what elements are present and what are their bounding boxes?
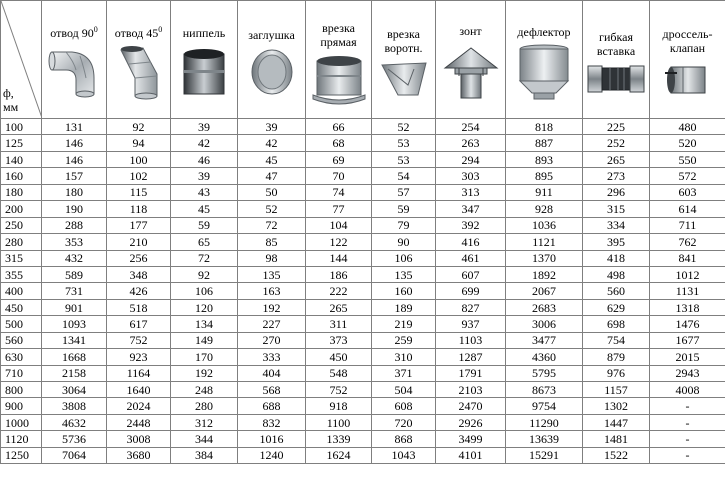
end-cap-icon (248, 46, 296, 98)
price-cell-elbow90: 589 (42, 266, 107, 282)
price-cell-tap_collar: 90 (372, 234, 436, 250)
price-cell-throttle: 1318 (650, 299, 725, 315)
table-row (1, 135, 725, 151)
price-cell-umbrella: 263 (436, 135, 506, 151)
table-row (1, 431, 725, 447)
price-cell-throttle: 520 (650, 135, 725, 151)
price-cell-deflector: 893 (506, 151, 583, 167)
price-cell-nipple: 39 (171, 119, 238, 135)
price-cell-elbow90: 7064 (42, 447, 107, 463)
price-cell-deflector: 5795 (506, 365, 583, 381)
price-cell-nipple: 344 (171, 431, 238, 447)
price-cell-elbow45: 2024 (107, 398, 171, 414)
price-cell-throttle: 1476 (650, 316, 725, 332)
price-cell-umbrella: 2470 (436, 398, 506, 414)
price-cell-plug: 832 (238, 414, 306, 430)
price-cell-flex_insert: 296 (583, 184, 650, 200)
table-row (1, 119, 725, 135)
diameter-cell: 560 (1, 332, 42, 348)
diameter-cell: 200 (1, 201, 42, 217)
table-row (1, 447, 725, 463)
price-cell-throttle: 2015 (650, 349, 725, 365)
price-cell-plug: 568 (238, 382, 306, 398)
price-cell-plug: 688 (238, 398, 306, 414)
price-cell-elbow45: 210 (107, 234, 171, 250)
price-cell-umbrella: 1791 (436, 365, 506, 381)
price-cell-deflector: 15291 (506, 447, 583, 463)
price-cell-elbow90: 432 (42, 250, 107, 266)
price-cell-umbrella: 827 (436, 299, 506, 315)
price-cell-nipple: 106 (171, 283, 238, 299)
price-cell-flex_insert: 754 (583, 332, 650, 348)
price-table-body (1, 119, 725, 464)
price-cell-throttle: 603 (650, 184, 725, 200)
price-cell-deflector: 13639 (506, 431, 583, 447)
price-cell-tap_straight: 104 (306, 217, 372, 233)
table-row (1, 283, 725, 299)
col-label: отвод $45^0$ (114, 24, 163, 40)
price-cell-throttle: 841 (650, 250, 725, 266)
diameter-unit-label (3, 86, 18, 114)
price-cell-elbow90: 3808 (42, 398, 107, 414)
price-cell-nipple: 170 (171, 349, 238, 365)
table-row (1, 266, 725, 282)
price-cell-elbow45: 518 (107, 299, 171, 315)
diameter-cell: 400 (1, 283, 42, 299)
price-cell-tap_straight: 222 (306, 283, 372, 299)
price-cell-throttle: - (650, 398, 725, 414)
price-cell-elbow45: 1640 (107, 382, 171, 398)
price-cell-nipple: 192 (171, 365, 238, 381)
col-label: отвод $90^0$ (50, 24, 98, 40)
price-cell-throttle: - (650, 414, 725, 430)
price-cell-throttle: 1677 (650, 332, 725, 348)
price-cell-deflector: 1892 (506, 266, 583, 282)
price-cell-elbow90: 288 (42, 217, 107, 233)
price-cell-flex_insert: 273 (583, 168, 650, 184)
price-cell-tap_collar: 371 (372, 365, 436, 381)
price-cell-plug: 52 (238, 201, 306, 217)
price-cell-elbow45: 3680 (107, 447, 171, 463)
price-cell-deflector: 8673 (506, 382, 583, 398)
price-cell-tap_collar: 259 (372, 332, 436, 348)
price-cell-flex_insert: 1522 (583, 447, 650, 463)
price-cell-nipple: 39 (171, 168, 238, 184)
price-cell-nipple: 42 (171, 135, 238, 151)
price-cell-tap_straight: 122 (306, 234, 372, 250)
price-cell-deflector: 1036 (506, 217, 583, 233)
col-header-elbow90 (42, 1, 107, 119)
price-cell-throttle: 572 (650, 168, 725, 184)
col-header-deflector (506, 1, 583, 119)
price-cell-plug: 192 (238, 299, 306, 315)
price-cell-elbow90: 146 (42, 135, 107, 151)
col-label: врезка прямая (320, 20, 357, 49)
price-cell-elbow90: 5736 (42, 431, 107, 447)
price-cell-nipple: 46 (171, 151, 238, 167)
price-cell-throttle: 1012 (650, 266, 725, 282)
price-cell-tap_collar: 189 (372, 299, 436, 315)
price-cell-tap_straight: 77 (306, 201, 372, 217)
price-cell-throttle: - (650, 447, 725, 463)
diameter-cell: 1250 (1, 447, 42, 463)
price-cell-umbrella: 937 (436, 316, 506, 332)
price-cell-umbrella: 2103 (436, 382, 506, 398)
price-cell-elbow90: 190 (42, 201, 107, 217)
price-cell-elbow45: 752 (107, 332, 171, 348)
price-cell-deflector: 3477 (506, 332, 583, 348)
price-cell-deflector: 11290 (506, 414, 583, 430)
elbow-45-duct-icon (113, 44, 165, 100)
table-row (1, 349, 725, 365)
deflector-icon (514, 43, 574, 101)
price-cell-plug: 1240 (238, 447, 306, 463)
diameter-cell: 125 (1, 135, 42, 151)
price-cell-throttle: - (650, 431, 725, 447)
price-cell-tap_collar: 79 (372, 217, 436, 233)
price-cell-deflector: 928 (506, 201, 583, 217)
price-cell-nipple: 248 (171, 382, 238, 398)
price-cell-deflector: 9754 (506, 398, 583, 414)
table-row (1, 398, 725, 414)
table-row (1, 217, 725, 233)
roof-umbrella-icon (441, 42, 501, 102)
price-cell-throttle: 614 (650, 201, 725, 217)
price-cell-elbow45: 118 (107, 201, 171, 217)
price-cell-elbow90: 1093 (42, 316, 107, 332)
col-label: врезка воротн. (384, 26, 423, 55)
price-cell-plug: 333 (238, 349, 306, 365)
price-cell-elbow90: 2158 (42, 365, 107, 381)
diameter-cell: 450 (1, 299, 42, 315)
table-row (1, 151, 725, 167)
price-cell-umbrella: 392 (436, 217, 506, 233)
price-cell-deflector: 4360 (506, 349, 583, 365)
price-cell-throttle: 1131 (650, 283, 725, 299)
diameter-cell: 500 (1, 316, 42, 332)
price-cell-umbrella: 607 (436, 266, 506, 282)
nipple-coupling-icon (180, 44, 228, 100)
price-cell-nipple: 312 (171, 414, 238, 430)
price-cell-flex_insert: 1447 (583, 414, 650, 430)
price-cell-tap_straight: 144 (306, 250, 372, 266)
price-cell-deflector: 2067 (506, 283, 583, 299)
price-cell-tap_collar: 608 (372, 398, 436, 414)
price-cell-elbow90: 4632 (42, 414, 107, 430)
price-cell-umbrella: 416 (436, 234, 506, 250)
price-cell-nipple: 59 (171, 217, 238, 233)
price-cell-elbow45: 923 (107, 349, 171, 365)
price-cell-elbow45: 1164 (107, 365, 171, 381)
price-cell-umbrella: 303 (436, 168, 506, 184)
diameter-cell: 630 (1, 349, 42, 365)
price-cell-flex_insert: 334 (583, 217, 650, 233)
price-cell-tap_straight: 70 (306, 168, 372, 184)
price-cell-flex_insert: 560 (583, 283, 650, 299)
table-row (1, 234, 725, 250)
price-cell-tap_straight: 186 (306, 266, 372, 282)
price-cell-tap_collar: 57 (372, 184, 436, 200)
price-cell-tap_collar: 59 (372, 201, 436, 217)
table-row (1, 316, 725, 332)
price-cell-plug: 227 (238, 316, 306, 332)
price-cell-plug: 39 (238, 119, 306, 135)
price-cell-umbrella: 294 (436, 151, 506, 167)
price-cell-umbrella: 3499 (436, 431, 506, 447)
corner-cell (1, 1, 42, 119)
price-cell-elbow45: 102 (107, 168, 171, 184)
price-cell-nipple: 149 (171, 332, 238, 348)
price-cell-elbow45: 426 (107, 283, 171, 299)
price-cell-tap_collar: 160 (372, 283, 436, 299)
col-header-elbow45 (107, 1, 171, 119)
price-cell-plug: 270 (238, 332, 306, 348)
price-cell-throttle: 480 (650, 119, 725, 135)
price-cell-throttle: 711 (650, 217, 725, 233)
price-cell-deflector: 1121 (506, 234, 583, 250)
price-cell-plug: 135 (238, 266, 306, 282)
diameter-cell: 280 (1, 234, 42, 250)
price-cell-nipple: 134 (171, 316, 238, 332)
price-cell-tap_straight: 69 (306, 151, 372, 167)
price-cell-tap_straight: 548 (306, 365, 372, 381)
diameter-cell: 140 (1, 151, 42, 167)
table-row (1, 299, 725, 315)
table-row (1, 201, 725, 217)
price-cell-elbow90: 353 (42, 234, 107, 250)
price-cell-elbow45: 92 (107, 119, 171, 135)
diameter-cell: 180 (1, 184, 42, 200)
price-cell-elbow45: 177 (107, 217, 171, 233)
price-cell-elbow90: 1341 (42, 332, 107, 348)
price-cell-nipple: 45 (171, 201, 238, 217)
price-cell-nipple: 65 (171, 234, 238, 250)
price-cell-elbow45: 256 (107, 250, 171, 266)
price-cell-umbrella: 461 (436, 250, 506, 266)
price-cell-flex_insert: 879 (583, 349, 650, 365)
col-label: зонт (459, 23, 482, 38)
table-row (1, 332, 725, 348)
price-cell-elbow45: 100 (107, 151, 171, 167)
straight-tap-icon (311, 53, 367, 105)
price-cell-throttle: 2943 (650, 365, 725, 381)
price-cell-plug: 42 (238, 135, 306, 151)
col-label: гибкая вставка (596, 29, 636, 58)
price-cell-tap_collar: 54 (372, 168, 436, 184)
price-cell-elbow90: 1668 (42, 349, 107, 365)
diameter-cell: 800 (1, 382, 42, 398)
price-cell-elbow90: 3064 (42, 382, 107, 398)
price-cell-plug: 163 (238, 283, 306, 299)
price-cell-tap_collar: 53 (372, 151, 436, 167)
price-cell-flex_insert: 252 (583, 135, 650, 151)
price-cell-nipple: 92 (171, 266, 238, 282)
price-cell-elbow45: 617 (107, 316, 171, 332)
col-header-plug (238, 1, 306, 119)
price-cell-tap_straight: 68 (306, 135, 372, 151)
price-cell-umbrella: 699 (436, 283, 506, 299)
diameter-cell: 160 (1, 168, 42, 184)
price-cell-tap_straight: 265 (306, 299, 372, 315)
price-cell-tap_straight: 66 (306, 119, 372, 135)
throttle-valve-icon (663, 59, 713, 99)
col-header-throttle (650, 1, 725, 119)
header-row (1, 1, 725, 119)
price-cell-tap_collar: 106 (372, 250, 436, 266)
diameter-symbol: ф, (3, 86, 14, 100)
diameter-cell: 900 (1, 398, 42, 414)
price-cell-deflector: 887 (506, 135, 583, 151)
price-cell-elbow90: 157 (42, 168, 107, 184)
price-cell-deflector: 818 (506, 119, 583, 135)
price-cell-nipple: 72 (171, 250, 238, 266)
price-cell-elbow45: 115 (107, 184, 171, 200)
price-cell-elbow45: 348 (107, 266, 171, 282)
elbow-90-duct-icon (46, 44, 102, 100)
price-cell-flex_insert: 1302 (583, 398, 650, 414)
price-cell-elbow90: 731 (42, 283, 107, 299)
price-cell-flex_insert: 498 (583, 266, 650, 282)
price-cell-plug: 85 (238, 234, 306, 250)
price-cell-tap_straight: 74 (306, 184, 372, 200)
price-cell-elbow90: 180 (42, 184, 107, 200)
collar-tap-icon (378, 59, 430, 99)
price-cell-elbow90: 901 (42, 299, 107, 315)
price-cell-plug: 50 (238, 184, 306, 200)
diameter-cell: 315 (1, 250, 42, 266)
price-cell-elbow45: 2448 (107, 414, 171, 430)
price-cell-tap_collar: 135 (372, 266, 436, 282)
price-cell-tap_straight: 918 (306, 398, 372, 414)
price-cell-deflector: 895 (506, 168, 583, 184)
price-cell-tap_straight: 450 (306, 349, 372, 365)
col-header-umbrella (436, 1, 506, 119)
price-cell-plug: 47 (238, 168, 306, 184)
col-label: ниппель (182, 25, 226, 40)
price-cell-throttle: 762 (650, 234, 725, 250)
price-cell-umbrella: 1287 (436, 349, 506, 365)
price-cell-umbrella: 2926 (436, 414, 506, 430)
price-cell-plug: 98 (238, 250, 306, 266)
price-cell-flex_insert: 315 (583, 201, 650, 217)
price-cell-deflector: 911 (506, 184, 583, 200)
price-cell-umbrella: 1103 (436, 332, 506, 348)
price-cell-flex_insert: 418 (583, 250, 650, 266)
flexible-insert-icon (586, 62, 646, 96)
price-cell-elbow45: 3008 (107, 431, 171, 447)
price-cell-plug: 72 (238, 217, 306, 233)
price-cell-plug: 1016 (238, 431, 306, 447)
price-cell-tap_straight: 1624 (306, 447, 372, 463)
price-cell-elbow90: 146 (42, 151, 107, 167)
diameter-cell: 250 (1, 217, 42, 233)
price-cell-flex_insert: 395 (583, 234, 650, 250)
diameter-cell: 1000 (1, 414, 42, 430)
price-cell-tap_collar: 53 (372, 135, 436, 151)
col-header-nipple (171, 1, 238, 119)
price-cell-flex_insert: 265 (583, 151, 650, 167)
price-cell-tap_collar: 1043 (372, 447, 436, 463)
price-cell-deflector: 1370 (506, 250, 583, 266)
diameter-cell: 355 (1, 266, 42, 282)
price-cell-tap_collar: 52 (372, 119, 436, 135)
price-cell-tap_collar: 310 (372, 349, 436, 365)
price-cell-nipple: 43 (171, 184, 238, 200)
price-cell-flex_insert: 698 (583, 316, 650, 332)
price-cell-umbrella: 347 (436, 201, 506, 217)
price-cell-tap_straight: 311 (306, 316, 372, 332)
price-cell-deflector: 2683 (506, 299, 583, 315)
table-row (1, 168, 725, 184)
col-label: дроссель-клапан (662, 26, 713, 55)
price-cell-flex_insert: 629 (583, 299, 650, 315)
price-cell-flex_insert: 1157 (583, 382, 650, 398)
table-row (1, 250, 725, 266)
col-header-tap-collar (372, 1, 436, 119)
col-header-flex-insert (583, 1, 650, 119)
table-row (1, 365, 725, 381)
diameter-cell: 100 (1, 119, 42, 135)
table-row (1, 184, 725, 200)
price-cell-tap_straight: 1339 (306, 431, 372, 447)
price-cell-flex_insert: 1481 (583, 431, 650, 447)
price-cell-tap_collar: 868 (372, 431, 436, 447)
col-label: дефлектор (517, 24, 571, 39)
price-cell-umbrella: 313 (436, 184, 506, 200)
price-cell-umbrella: 4101 (436, 447, 506, 463)
price-cell-flex_insert: 225 (583, 119, 650, 135)
unit-mm: мм (3, 100, 19, 114)
price-cell-tap_straight: 1100 (306, 414, 372, 430)
price-cell-deflector: 3006 (506, 316, 583, 332)
table-row (1, 382, 725, 398)
price-cell-tap_collar: 720 (372, 414, 436, 430)
price-cell-elbow90: 131 (42, 119, 107, 135)
price-cell-throttle: 4008 (650, 382, 725, 398)
price-cell-nipple: 280 (171, 398, 238, 414)
price-cell-flex_insert: 976 (583, 365, 650, 381)
price-cell-tap_collar: 219 (372, 316, 436, 332)
diameter-cell: 1120 (1, 431, 42, 447)
price-cell-tap_straight: 752 (306, 382, 372, 398)
price-cell-tap_straight: 373 (306, 332, 372, 348)
price-cell-tap_collar: 504 (372, 382, 436, 398)
price-cell-nipple: 384 (171, 447, 238, 463)
col-label: заглушка (248, 27, 295, 42)
col-header-tap-straight (306, 1, 372, 119)
price-cell-elbow45: 94 (107, 135, 171, 151)
price-cell-nipple: 120 (171, 299, 238, 315)
price-cell-plug: 45 (238, 151, 306, 167)
price-cell-throttle: 550 (650, 151, 725, 167)
diameter-cell: 710 (1, 365, 42, 381)
table-row (1, 414, 725, 430)
price-cell-plug: 404 (238, 365, 306, 381)
price-cell-umbrella: 254 (436, 119, 506, 135)
